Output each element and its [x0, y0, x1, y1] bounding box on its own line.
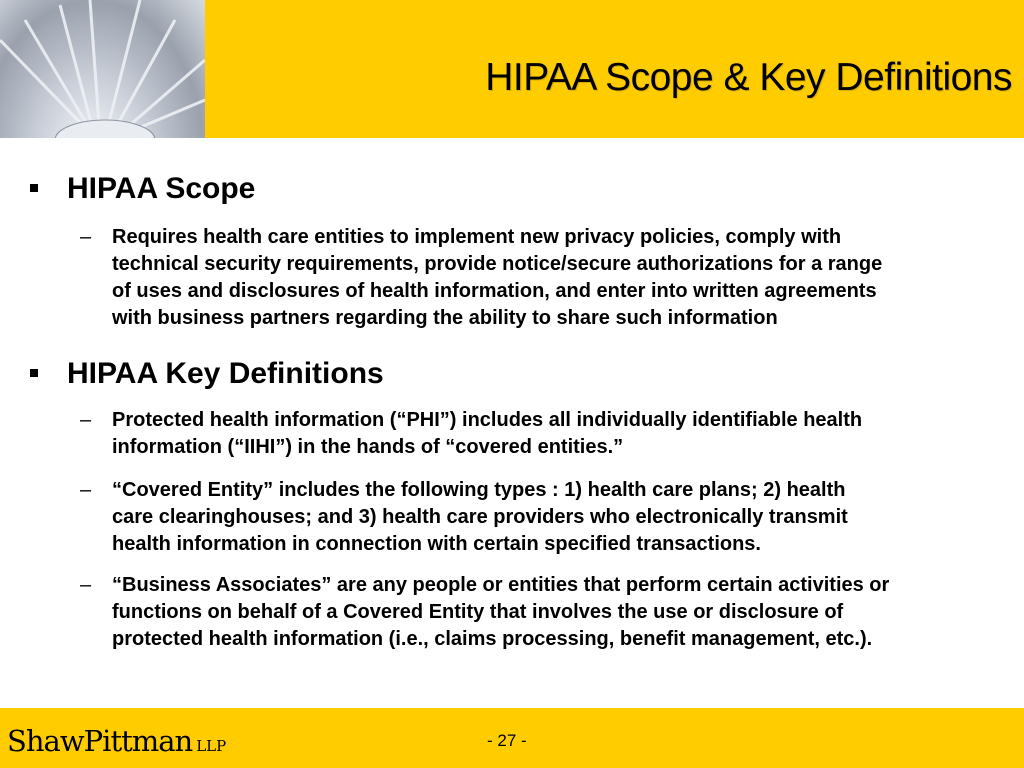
line: Protected health information (“PHI”) includes all individually identifiable health: [112, 409, 863, 431]
logo-suffix: LLP: [196, 737, 227, 755]
line: “Covered Entity” includes the following types : 1) health care plans; 2) health: [112, 479, 846, 501]
line: “Business Associates” are any people or entities that perform certain activities or: [112, 574, 890, 596]
line: with business partners regarding the ability to share such information: [112, 307, 778, 329]
page-number: - 27 -: [487, 731, 527, 750]
dash-icon: –: [80, 226, 92, 248]
line: information (“IIHI”) in the hands of “covered entities.”: [112, 436, 624, 458]
section-heading: HIPAA Key Definitions: [67, 357, 384, 390]
list-item: [112, 224, 1012, 332]
line: health information in connection with certain specified transactions.: [112, 533, 761, 555]
dash-icon: –: [80, 409, 92, 431]
line: technical security requirements, provide notice/secure authorizations for a range: [112, 253, 883, 275]
staircase-photo: [0, 0, 205, 138]
list-item: [112, 572, 1012, 653]
section-heading: HIPAA Scope: [67, 172, 256, 205]
title-bar: [205, 0, 1024, 138]
company-logo: [7, 724, 226, 758]
dash-icon: –: [80, 574, 92, 596]
dash-icon: –: [80, 479, 92, 501]
line: functions on behalf of a Covered Entity that involves the use or disclosure of: [112, 601, 844, 623]
logo-name: ShawPittman: [7, 724, 193, 758]
footer-bar: [0, 708, 1024, 768]
bullet-icon: [30, 369, 38, 377]
bullet-icon: [30, 184, 38, 192]
line: Requires health care entities to implement new privacy policies, comply with: [112, 226, 842, 248]
line: protected health information (i.e., claims processing, benefit management, etc.).: [112, 628, 873, 650]
list-item: [112, 407, 1012, 461]
line: care clearinghouses; and 3) health care providers who electronically transmit: [112, 506, 848, 528]
line: of uses and disclosures of health information, and enter into written agreements: [112, 280, 877, 302]
slide-title: HIPAA Scope & Key Definitions: [485, 56, 1012, 99]
list-item: [112, 477, 1012, 558]
